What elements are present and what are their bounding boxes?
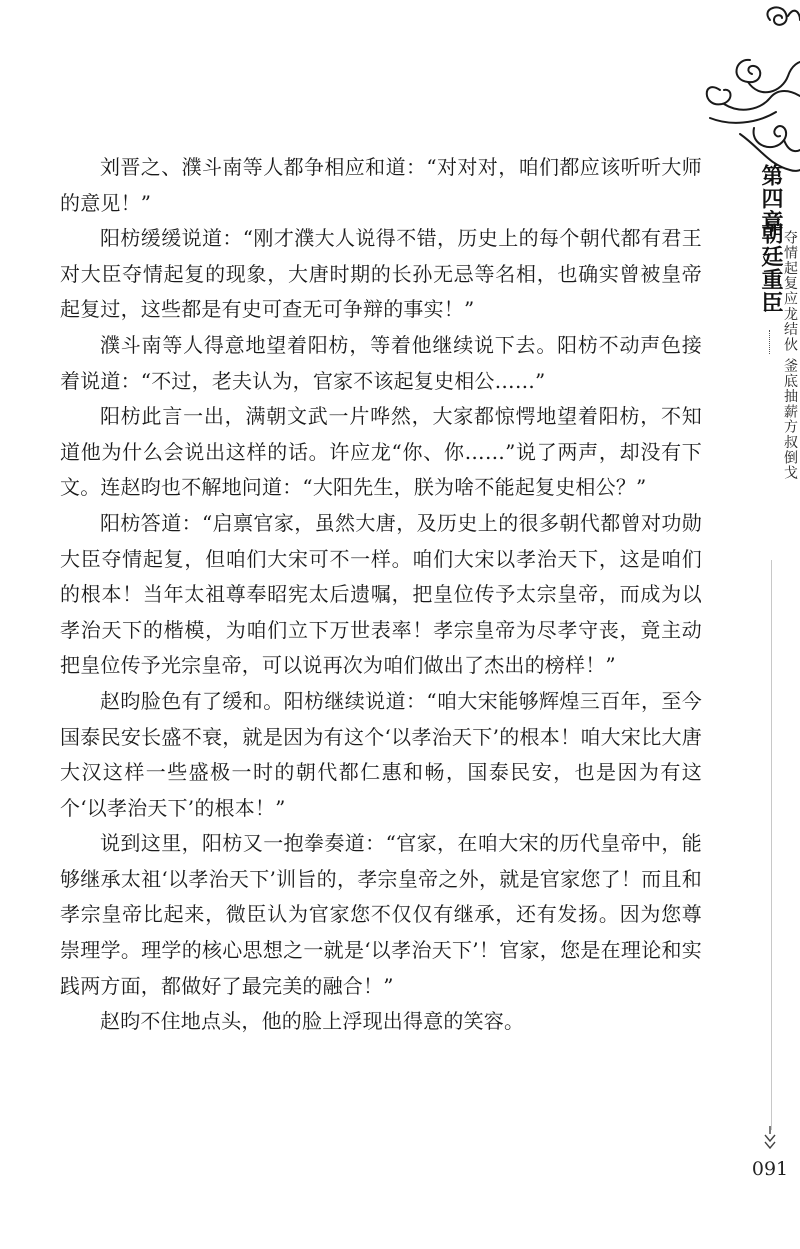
sidebar-divider bbox=[769, 330, 770, 354]
paragraph: 阳枋缓缓说道：“刚才濮大人说得不错，历史上的每个朝代都有君王对大臣夺情起复的现象，大唐时期的长孙无忌等名相，也确实曾被皇帝起复过，这些都是有史可查无可争辩的事实！” bbox=[60, 226, 702, 322]
paragraph: 濮斗南等人得意地望着阳枋，等着他继续说下去。阳枋不动声色接着说道：“不过，老夫认为，官家不该起复史相公……” bbox=[60, 332, 702, 393]
body-text bbox=[60, 150, 702, 1040]
paragraph: 刘晋之、濮斗南等人都争相应和道：“对对对，咱们都应该听听大师的意见！” bbox=[60, 155, 702, 215]
margin-rule bbox=[771, 560, 772, 1130]
chapter-title: 朝廷重臣 bbox=[758, 222, 783, 314]
paragraph: 赵昀脸色有了缓和。阳枋继续说道：“咱大宋能够辉煌三百年，至今国泰民安长盛不衰，就是因为有这个‘以孝治天下’的根本！咱大宋比大唐大汉这样一些盛极一时的朝代都仁惠和畅，国泰民安，也是因为有这个‘以孝治天下’的根本！” bbox=[60, 688, 702, 820]
paragraph: 阳枋答道：“启禀官家，虽然大唐，及历史上的很多朝代都曾对功勋大臣夺情起复，但咱们大宋可不一样。咱们大宋以孝治天下，这是咱们的根本！当年太祖尊奉昭宪太后遗嘱，把皇位传予太宗皇帝，而成为以孝治天下的楷模，为咱们立下万世表率！孝宗皇帝为尽孝守丧，竟主动把皇位传予光宗皇帝，可以说再次为咱们做出了杰出的榜样！” bbox=[60, 510, 702, 678]
paragraph: 赵昀不住地点头，他的脸上浮现出得意的笑容。 bbox=[100, 1009, 525, 1034]
chapter-subtitle: 夺情起复应龙结伙 釜底抽薪方叔倒戈 bbox=[782, 230, 798, 481]
paragraph: 阳枋此言一出，满朝文武一片哗然，大家都惊愕地望着阳枋，不知道他为什么会说出这样的话。许应龙“你、你……”说了两声，却没有下文。连赵昀也不解地问道：“大阳先生，朕为啥不能起复史相公？” bbox=[60, 404, 702, 500]
chapter-label: 第四章 bbox=[758, 164, 783, 233]
paragraph: 说到这里，阳枋又一抱拳奏道：“官家，在咱大宋的历代皇帝中，能够继承太祖‘以孝治天下’训旨的，孝宗皇帝之外，就是官家您了！而且和孝宗皇帝比起来，微臣认为官家您不仅仅有继承，还有发扬。因为您尊崇理学。理学的核心思想之一就是‘以孝治天下’！官家，您是在理论和实践两方面，都做好了最完美的融合！” bbox=[60, 831, 702, 998]
cloud-ornament-icon bbox=[690, 0, 800, 190]
page-number: 091 bbox=[751, 1158, 789, 1180]
chevron-down-icon bbox=[760, 1126, 780, 1152]
